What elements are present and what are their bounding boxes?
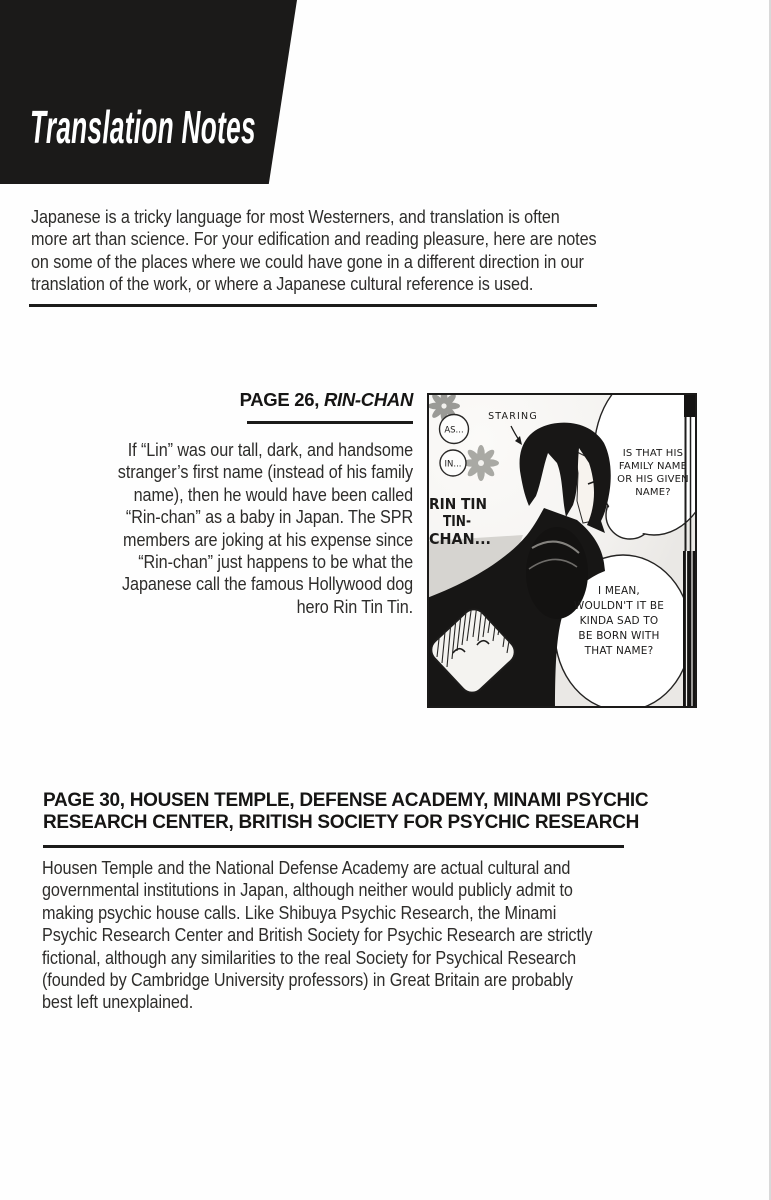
bubble1-line: NAME? (635, 487, 671, 498)
manga-panel-art (427, 393, 697, 708)
svg-text:TIN-: TIN- (443, 512, 471, 530)
bubble1-line: OR HIS GIVEN (617, 474, 689, 485)
intro-line: on some of the places where we could have gone in a different direction in our (31, 251, 584, 272)
note-line: “Rin-chan” just happens to be what the (138, 552, 414, 573)
note-line: (founded by Cambridge University professors) in Great Britain are probably (42, 970, 573, 991)
bubble2-line: KINDA SAD TO (579, 615, 659, 627)
bubble1-line: FAMILY NAME (618, 461, 688, 472)
staring-label: STARING (488, 411, 538, 422)
heading-underline (247, 421, 413, 424)
manga-panel (427, 393, 697, 708)
intro-line: Japanese is a tricky language for most Westerners, and translation is often (31, 207, 560, 227)
svg-text:AS...: AS... (444, 425, 464, 436)
intro-paragraph (31, 206, 597, 296)
note-line: best left unexplained. (42, 992, 194, 1013)
sfx-circle-as (440, 415, 469, 444)
heading-line: RESEARCH CENTER, BRITISH SOCIETY FOR PSYCHIC RESEARCH (43, 812, 640, 833)
section-page30-heading (43, 790, 648, 834)
intro-line: more art than science. For your edification and reading pleasure, here are notes (31, 229, 597, 250)
heading-underline (43, 845, 624, 848)
note-line: hero Rin Tin Tin. (296, 596, 413, 617)
heading-prefix: PAGE 26, (239, 389, 324, 410)
bubble2-line: WOULDN'T IT BE (573, 600, 665, 612)
divider-rule (29, 304, 597, 307)
bubble2-line: BE BORN WITH (578, 630, 660, 642)
translation-notes-banner (0, 0, 297, 184)
note-line: Psychic Research Center and British Society for Psychic Research are strictly (42, 925, 593, 946)
page-title: Translation Notes (30, 101, 256, 153)
note-line: stranger’s first name (instead of his family (117, 462, 413, 483)
note-line: If “Lin” was our tall, dark, and handsome (127, 440, 413, 460)
note-line: making psychic house calls. Like Shibuya Psychic Research, the Minami (42, 902, 557, 923)
note-line: name), then he would have been called (133, 484, 413, 505)
section-page26-heading (240, 390, 413, 410)
svg-text:CHAN...: CHAN... (429, 530, 491, 548)
sfx-circle-in (440, 450, 466, 476)
intro-line: translation of the work, or where a Japanese cultural reference is used. (31, 274, 534, 295)
note-line: fictional, although any similarities to the real Society for Psychical Research (42, 947, 577, 968)
svg-text:RIN TIN: RIN TIN (429, 495, 487, 513)
bubble2-line: THAT NAME? (584, 645, 654, 657)
note-line: Japanese call the famous Hollywood dog (121, 574, 414, 595)
note-line: Housen Temple and the National Defense Academy are actual cultural and (42, 858, 571, 878)
heading-emphasis: RIN-CHAN (323, 389, 413, 410)
note-line: members are joking at his expense since (122, 529, 414, 550)
note-line: governmental institutions in Japan, although neither would publicly admit to (42, 880, 573, 901)
heading-line: PAGE 30, HOUSEN TEMPLE, DEFENSE ACADEMY, MINAMI PSYCHIC (43, 790, 649, 811)
bubble1-line: IS THAT HIS (622, 448, 684, 459)
svg-text:IN...: IN... (444, 459, 462, 470)
section-page26-note (118, 439, 413, 618)
section-page30-note (42, 857, 592, 1014)
bubble2-line: I MEAN, (598, 585, 640, 597)
flower-icon (463, 445, 499, 481)
note-line: “Rin-chan” as a baby in Japan. The SPR (125, 507, 413, 528)
